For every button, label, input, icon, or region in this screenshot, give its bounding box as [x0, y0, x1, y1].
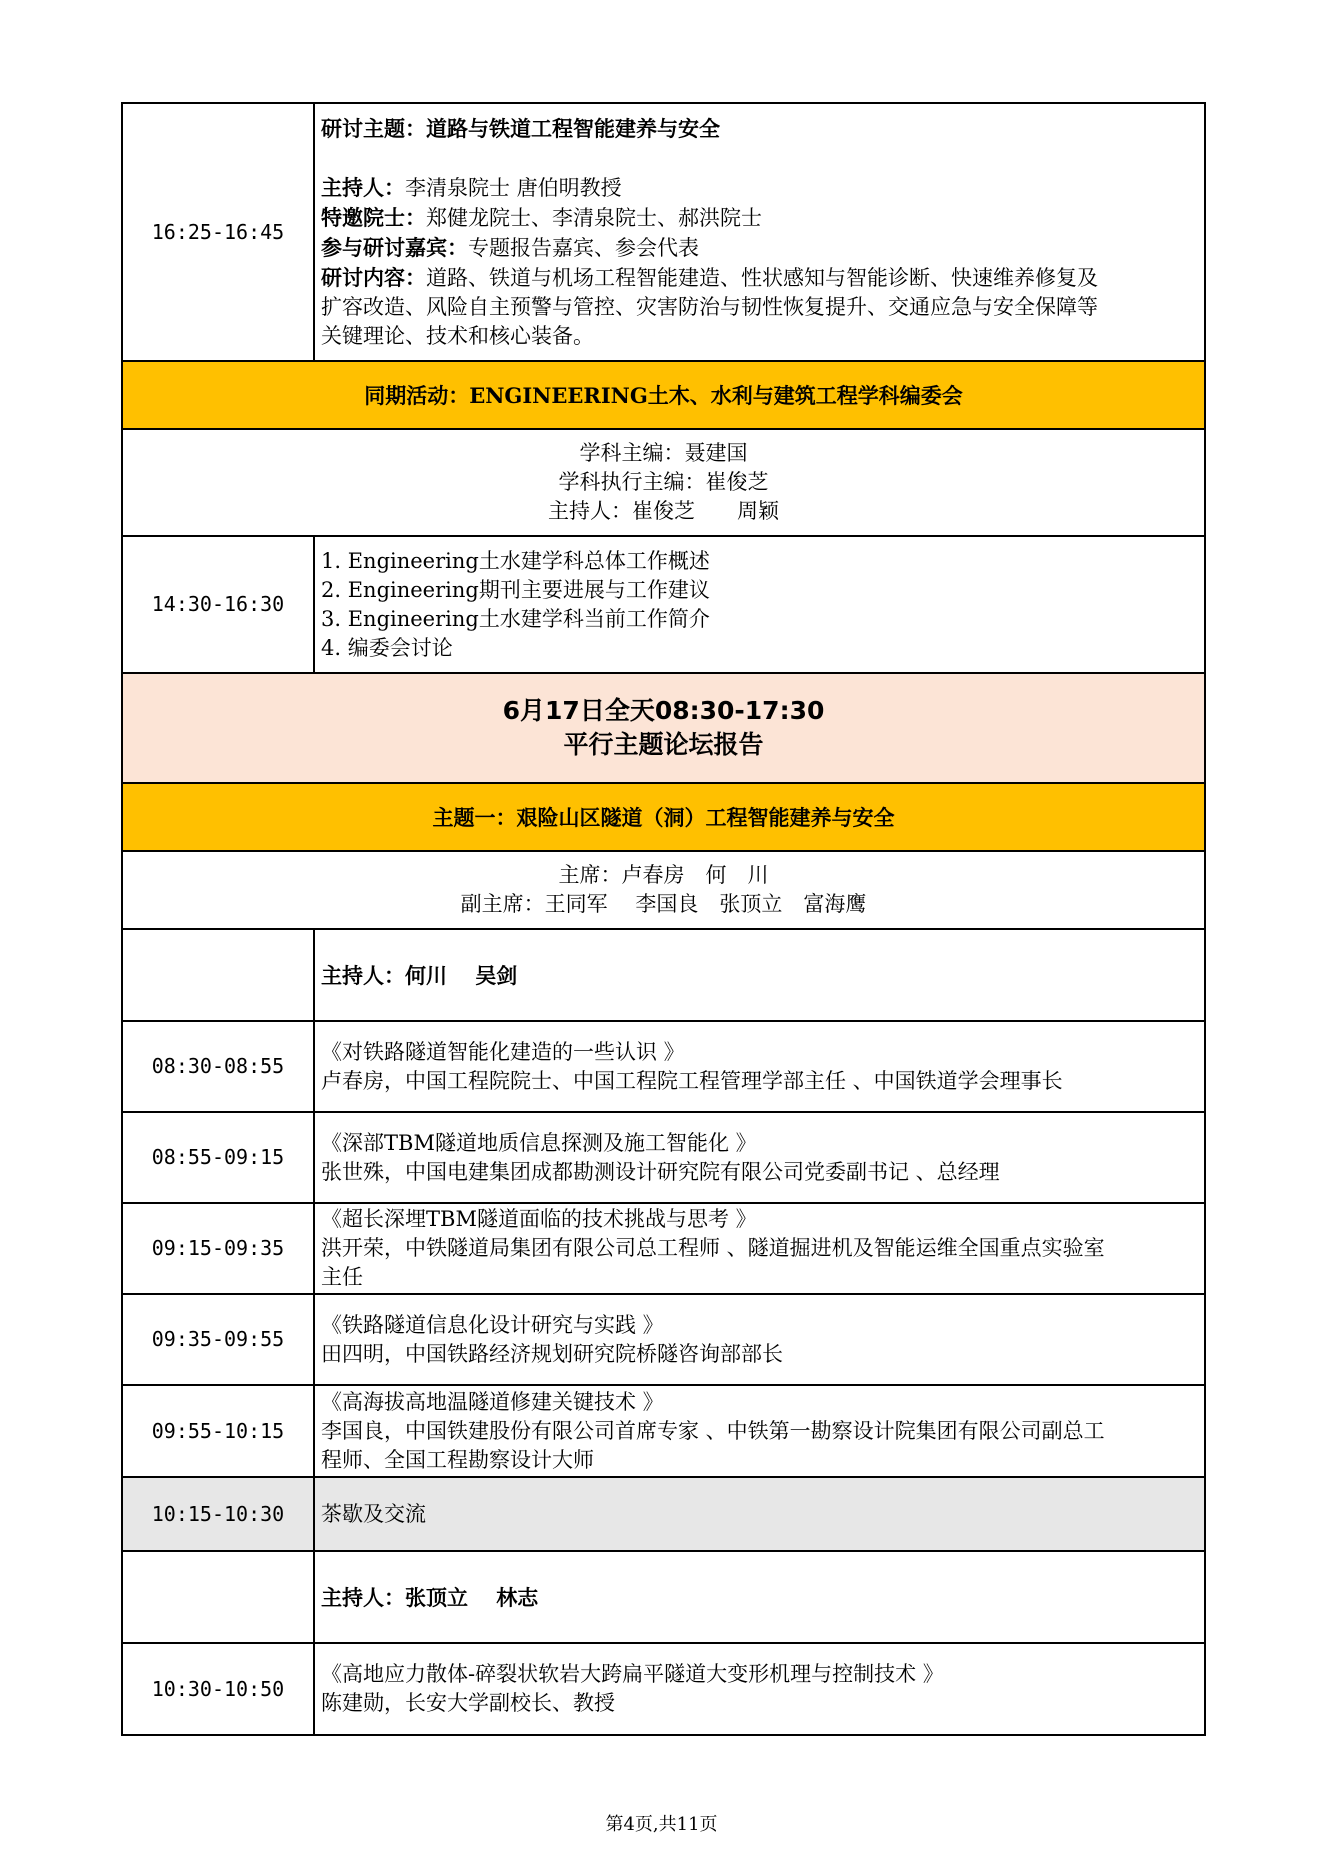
vice-chairs-line: 副主席：王同军 李国良 张顶立 富海鹰 [460, 892, 867, 916]
talk-cell [314, 1203, 1205, 1294]
talk-cell [314, 1112, 1205, 1203]
content-label: 研讨内容： [321, 264, 426, 290]
topic-text: 道路与铁道工程智能建养与安全 [426, 115, 720, 141]
talk-speaker: 张世殊，中国电建集团成都勘测设计研究院有限公司党委副书记 、总经理 [321, 1159, 1000, 1184]
talk-title: 《深部TBM隧道地质信息探测及施工智能化 》 [321, 1130, 757, 1155]
day-header [122, 673, 1205, 783]
topic-label: 研讨主题： [321, 115, 426, 141]
agenda-item: 2. Engineering期刊主要进展与工作建议 [321, 577, 710, 602]
talk-title: 《铁路隧道信息化设计研究与实践 》 [321, 1312, 664, 1337]
guests-text: 专题报告嘉宾、参会代表 [468, 235, 699, 260]
guests-label: 参与研讨嘉宾： [321, 234, 468, 260]
agenda-item: 4. 编委会讨论 [321, 635, 453, 660]
talk-speaker: 陈建勋，长安大学副校长、教授 [321, 1691, 615, 1715]
time-cell: 09:15-09:35 [122, 1203, 314, 1294]
chairs-cell [122, 851, 1205, 929]
agenda-item: 1. Engineering土水建学科总体工作概述 [321, 548, 710, 573]
time-cell: 09:35-09:55 [122, 1294, 314, 1385]
time-cell: 14:30-16:30 [122, 536, 314, 673]
content-line [321, 263, 1198, 293]
host-row-2: 主持人：张顶立 林志 [314, 1551, 1205, 1643]
academicians-line [321, 203, 1198, 233]
schedule-table [121, 102, 1206, 1736]
talk-cell [314, 1643, 1205, 1735]
talk-title: 《超长深埋TBM隧道面临的技术挑战与思考 》 [321, 1207, 757, 1231]
page-number: 第4页,共11页 [605, 1814, 718, 1835]
talk-title: 《高海拔高地温隧道修建关键技术 》 [321, 1389, 664, 1414]
talk-title: 《对铁路隧道智能化建造的一些认识 》 [321, 1039, 685, 1064]
academicians-text: 郑健龙院士、李清泉院士、郝洪院士 [426, 205, 762, 230]
chairs-line: 主席：卢春房 何 川 [558, 863, 769, 887]
host-text: 李清泉院士 唐伯明教授 [405, 175, 622, 200]
talk-speaker: 卢春房，中国工程院院士、中国工程院工程管理学部主任 、中国铁道学会理事长 [321, 1068, 1063, 1093]
host-row-1: 主持人：何川 吴剑 [314, 929, 1205, 1021]
time-cell: 08:55-09:15 [122, 1112, 314, 1203]
day-header-title: 平行主题论坛报告 [563, 730, 764, 759]
content-text-2: 扩容改造、风险自主预警与管控、灾害防治与韧性恢复提升、交通应急与安全保障等 [321, 294, 1098, 319]
talk-speaker: 洪开荣，中铁隧道局集团有限公司总工程师 、隧道掘进机及智能运维全国重点实验室 [321, 1236, 1105, 1260]
tea-break: 茶歇及交流 [314, 1477, 1205, 1551]
session-details [314, 103, 1205, 361]
content-text-3: 关键理论、技术和核心装备。 [321, 323, 594, 348]
talk-title: 《高地应力散体-碎裂状软岩大跨扁平隧道大变形机理与控制技术 》 [321, 1662, 944, 1686]
topic-line [321, 114, 1198, 144]
host-line [321, 173, 1198, 203]
agenda-item: 3. Engineering土水建学科当前工作简介 [321, 606, 710, 631]
time-cell: 16:25-16:45 [122, 103, 314, 361]
theme-band: 主题一：艰险山区隧道（洞）工程智能建养与安全 [122, 783, 1205, 851]
day-header-date: 6月17日全天08:30-17:30 [502, 696, 825, 725]
talk-speaker: 田四明，中国铁路经济规划研究院桥隧咨询部部长 [321, 1341, 783, 1366]
guests-line [321, 233, 1198, 263]
time-cell: 08:30-08:55 [122, 1021, 314, 1112]
time-cell: 09:55-10:15 [122, 1385, 314, 1477]
editors-cell [122, 429, 1205, 536]
talk-speaker: 李国良，中国铁建股份有限公司首席专家 、中铁第一勘察设计院集团有限公司副总工 [321, 1418, 1105, 1443]
talk-cell [314, 1385, 1205, 1477]
agenda-list [314, 536, 1205, 673]
concurrent-activity-band: 同期活动：ENGINEERING土木、水利与建筑工程学科编委会 [122, 361, 1205, 429]
talk-speaker-continued: 程师、全国工程勘察设计大师 [321, 1447, 594, 1472]
time-cell [122, 1551, 314, 1643]
chief-editor: 学科主编：聂建国 [579, 441, 748, 465]
editors-host: 主持人：崔俊芝 周颖 [548, 499, 779, 523]
talk-speaker-continued: 主任 [321, 1265, 363, 1289]
academicians-label: 特邀院士： [321, 204, 426, 230]
talk-cell [314, 1294, 1205, 1385]
time-cell: 10:30-10:50 [122, 1643, 314, 1735]
talk-cell [314, 1021, 1205, 1112]
executive-editor: 学科执行主编：崔俊芝 [558, 470, 769, 494]
content-text-1: 道路、铁道与机场工程智能建造、性状感知与智能诊断、快速维养修复及 [426, 265, 1098, 290]
time-cell: 10:15-10:30 [122, 1477, 314, 1551]
host-label: 主持人： [321, 174, 405, 200]
time-cell [122, 929, 314, 1021]
session-row [122, 103, 1205, 361]
